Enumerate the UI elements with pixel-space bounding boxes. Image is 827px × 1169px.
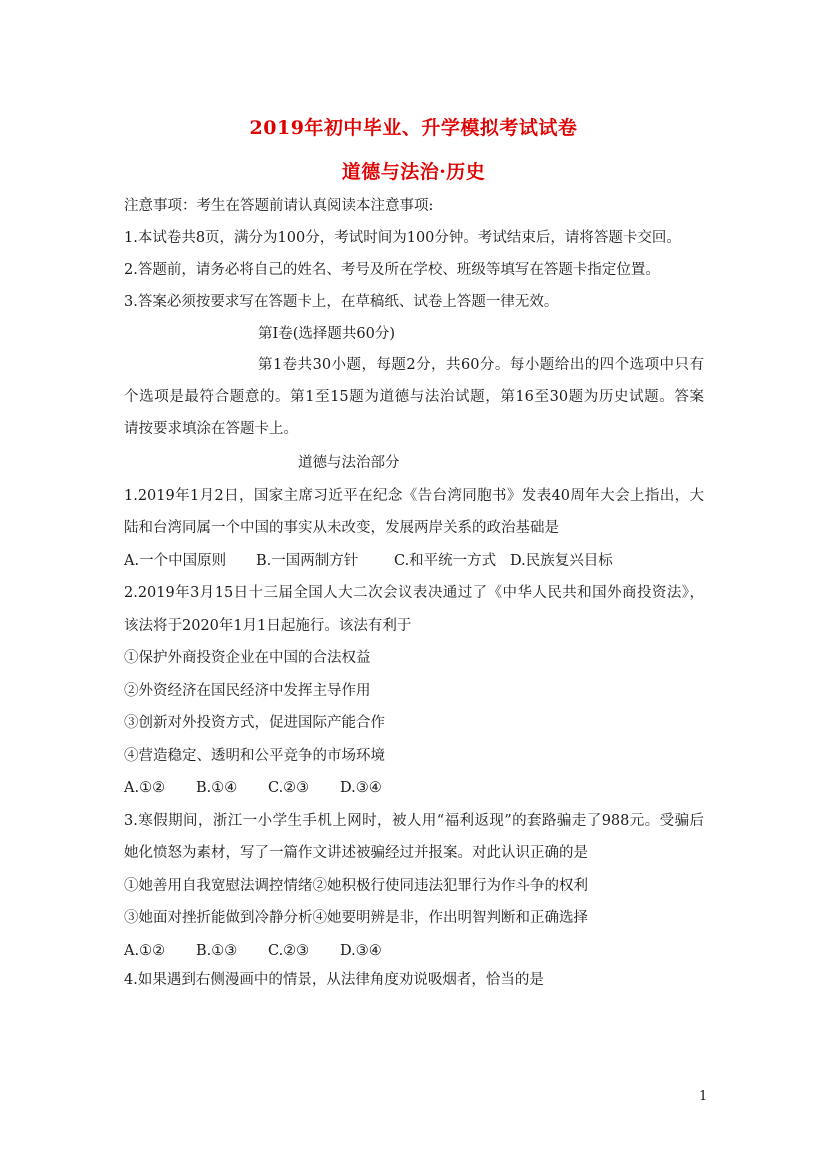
question-1-line: 1.2019年1月2日，国家主席习近平在纪念《告台湾同胞书》发表40周年大会上指出，大 (124, 488, 704, 504)
option-c: C.②③ (268, 943, 310, 959)
question-3-statement: ③她面对挫折能做到冷静分析④她要明辨是非，作出明智判断和正确选择 (124, 910, 588, 926)
section-heading: 道德与法治部分 (298, 455, 400, 471)
option-d: D.民族复兴目标 (510, 553, 613, 569)
question-2-statement: ④营造稳定、透明和公平竞争的市场环境 (124, 748, 385, 764)
option-a: A.①② (124, 943, 166, 959)
question-3-statement: ①她善用自我宽慰法调控情绪②她积极行使同违法犯罪行为作斗争的权利 (124, 878, 588, 894)
part-intro-line: 个选项是最符合题意的。第1至15题为道德与法治试题，第16至30题为历史试题。答案 (124, 389, 704, 405)
part-intro-line: 第1卷共30小题，每题2分，共60分。每小题给出的四个选项中只有 (258, 357, 704, 373)
question-1-line: 陆和台湾同属一个中国的事实从未改变，发展两岸关系的政治基础是 (124, 520, 559, 536)
notice-heading: 注意事项：考生在答题前请认真阅读本注意事项: (124, 198, 434, 214)
question-3-line: 3.寒假期间，浙江一小学生手机上网时，被人用“福利返现”的套路骗走了988元。受骗后 (124, 813, 704, 829)
notice-item: 2.答题前，请务必将自己的姓名、考号及所在学校、班级等填写在答题卡指定位置。 (124, 262, 660, 278)
option-a: A.一个中国原则 (124, 553, 227, 569)
exam-subtitle: 道德与法治·历史 (341, 161, 486, 183)
notice-item: 1.本试卷共8页，满分为100分，考试时间为100分钟。考试结束后，请将答题卡交回。 (124, 230, 681, 246)
question-2-line: 2.2019年3月15日十三届全国人大二次会议表决通过了《中华人民共和国外商投资法》， (124, 585, 704, 601)
option-d: D.③④ (340, 780, 382, 796)
option-b: B.①④ (196, 780, 238, 796)
part-intro-line: 请按要求填涂在答题卡上。 (124, 421, 298, 437)
question-3-options (124, 941, 704, 961)
page-number: 1 (699, 1089, 708, 1104)
question-3-line: 她化愤怒为素材，写了一篇作文讲述被骗经过并报案。对此认识正确的是 (124, 845, 588, 861)
option-b: B.①③ (196, 943, 238, 959)
option-c: C.②③ (268, 780, 310, 796)
exam-title: 2019年初中毕业、升学模拟考试试卷 (249, 117, 578, 139)
option-c: C.和平统一方式 (394, 553, 497, 569)
option-d: D.③④ (340, 943, 382, 959)
notice-item: 3.答案必须按要求写在答题卡上，在草稿纸、试卷上答题一律无效。 (124, 294, 559, 310)
question-1-options (124, 551, 704, 571)
option-a: A.①② (124, 780, 166, 796)
option-b: B.一国两制方针 (256, 553, 359, 569)
part-heading: 第Ⅰ卷(选择题共60分) (258, 326, 395, 342)
question-2-options (124, 778, 704, 798)
question-2-statement: ③创新对外投资方式，促进国际产能合作 (124, 715, 385, 731)
question-2-line: 该法将于2020年1月1日起施行。该法有利于 (124, 618, 412, 634)
question-4-line: 4.如果遇到右侧漫画中的情景，从法律角度劝说吸烟者，恰当的是 (124, 972, 544, 988)
question-2-statement: ②外资经济在国民经济中发挥主导作用 (124, 683, 371, 699)
question-2-statement: ①保护外商投资企业在中国的合法权益 (124, 650, 371, 666)
